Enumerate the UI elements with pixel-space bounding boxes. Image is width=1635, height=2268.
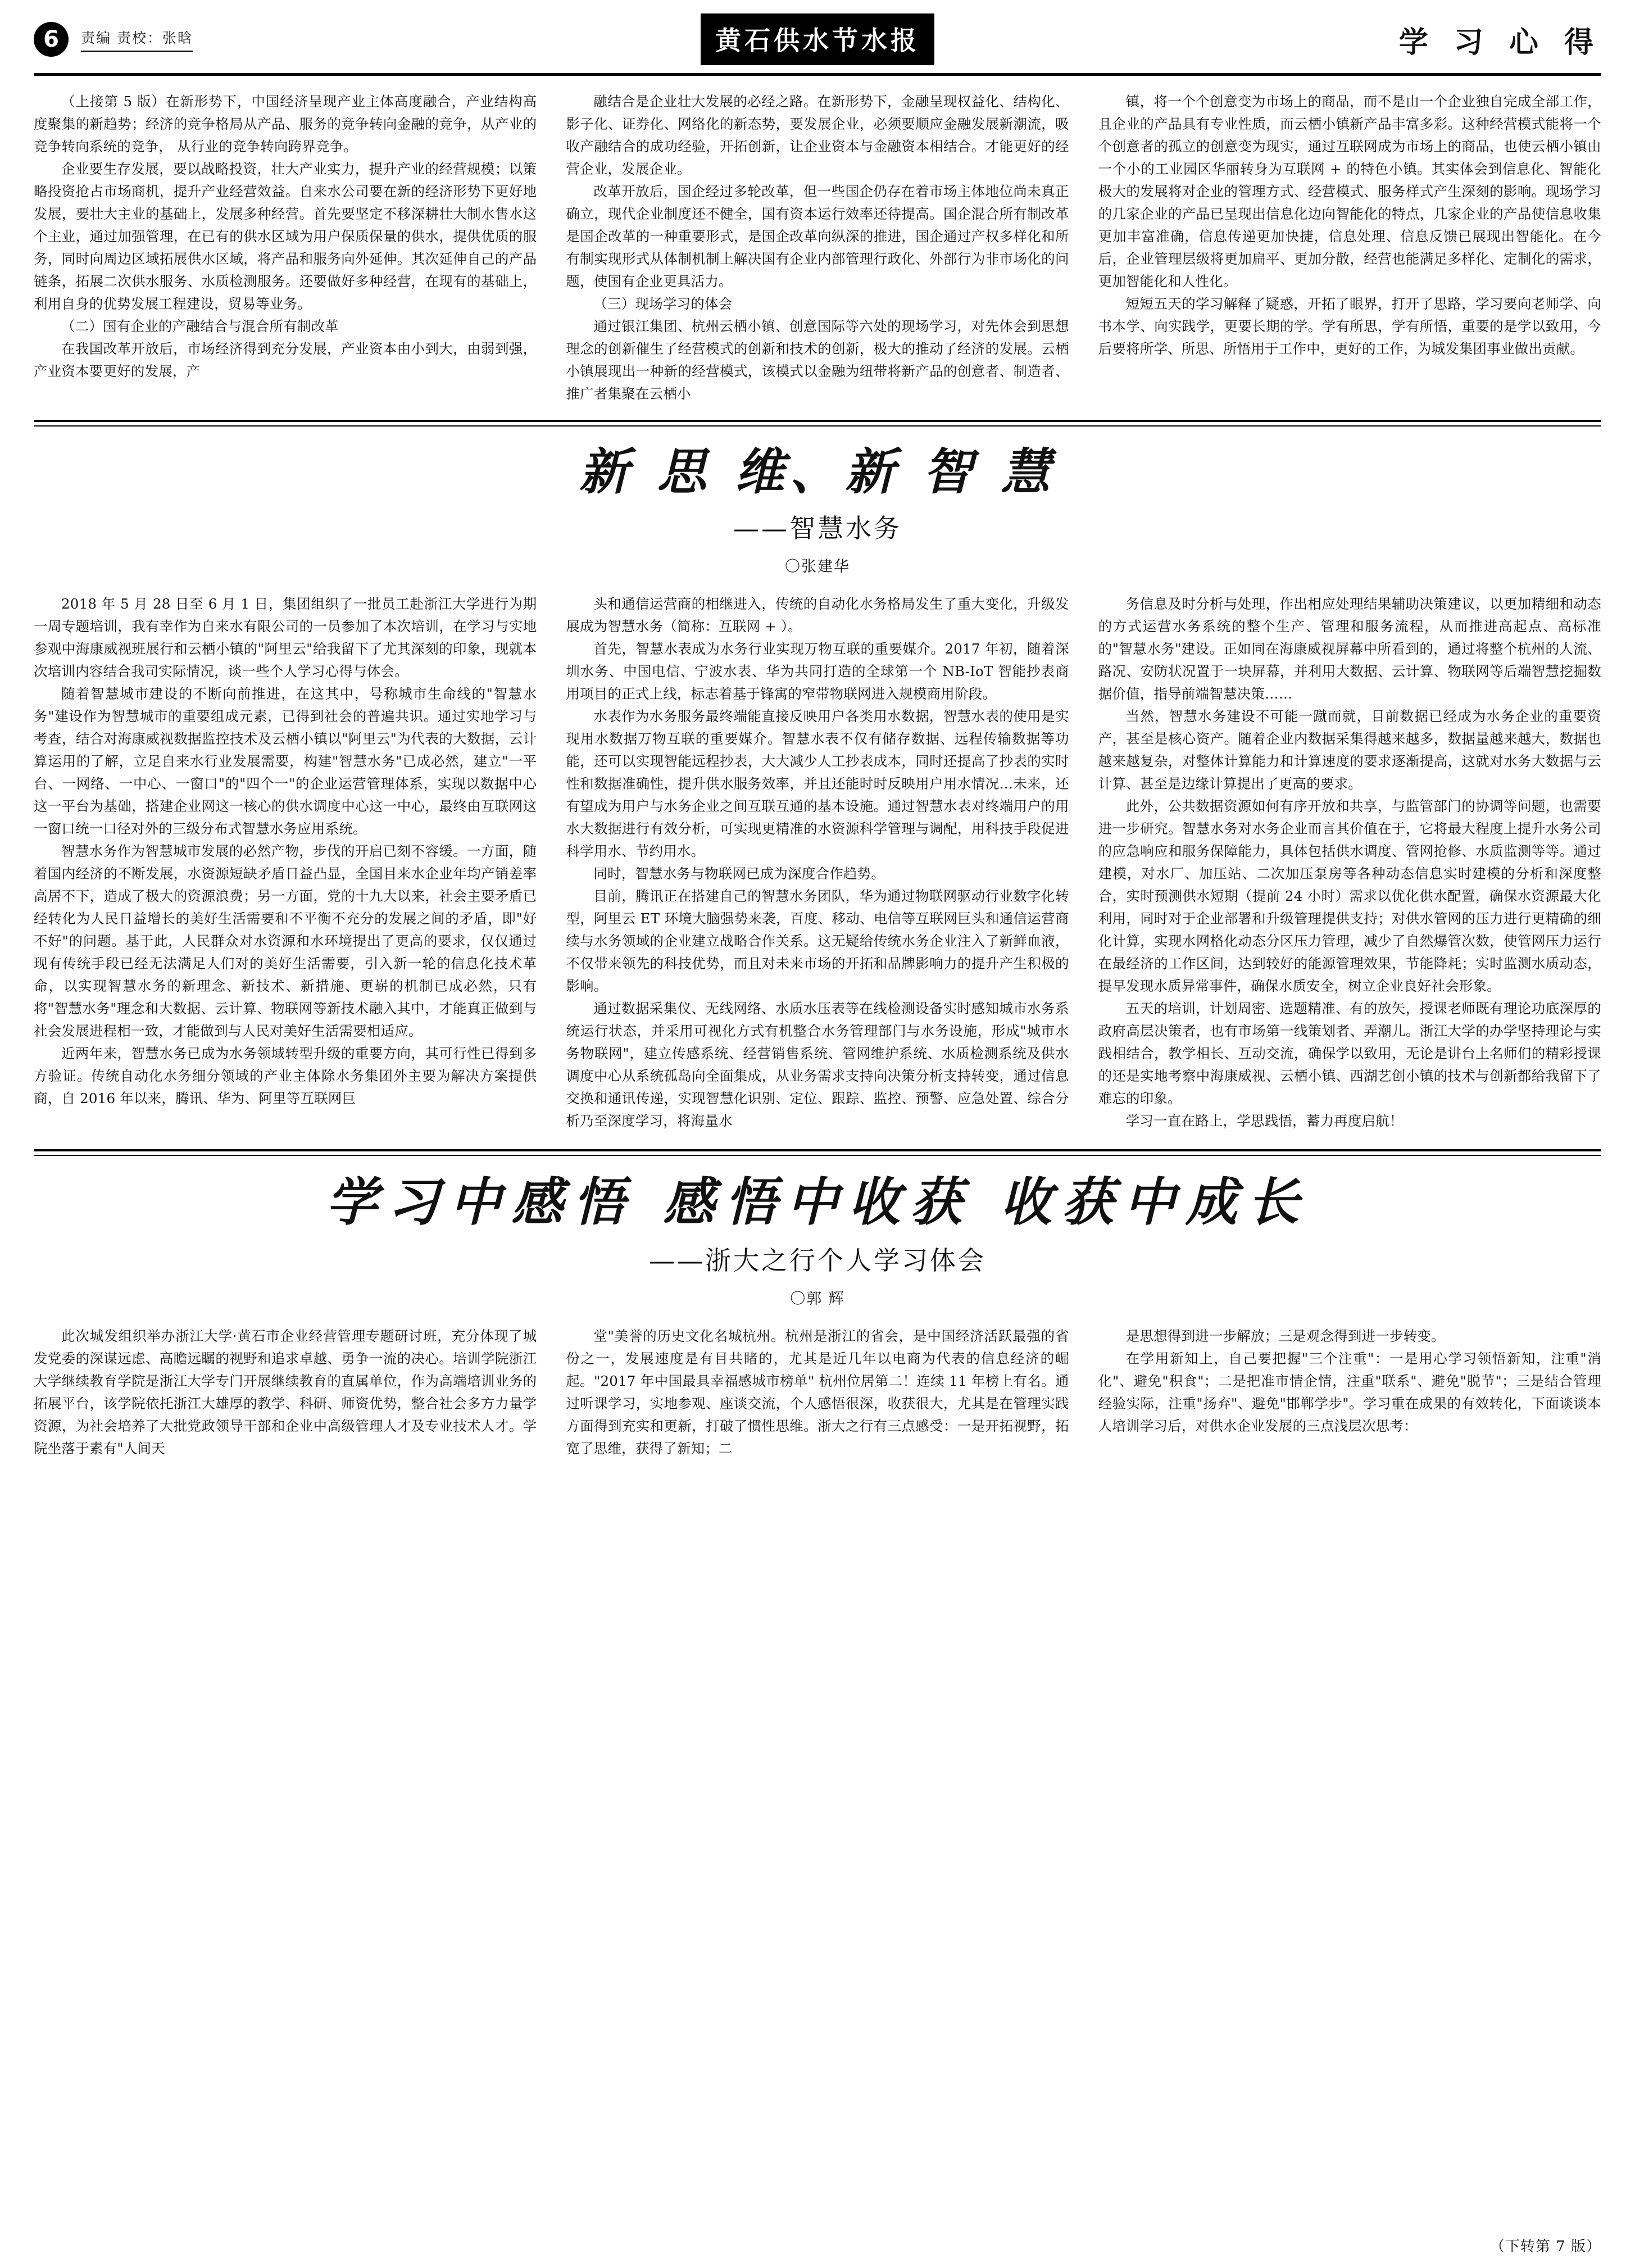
paragraph: （三）现场学习的体会	[593, 296, 733, 312]
paragraph: 随着智慧城市建设的不断向前推进，在这其中，号称城市生命线的"智慧水务"建设作为智慧城市的重要组成元素，已得到社会的普遍共识。通过实地学习与考查，结合对海康威视数据监控技术及云栖小镇以"阿里云"为代表的大数据，云计算运用的了解，立足自来水行业发展需要，构建"智慧水务"已成必然，建立"一平台、一网络、一中心、一窗口"的"四个一"的企业运营管理体系，实现以数据中心这一平台为基础，搭建企业网这一核心的供水调度中心这一中心，最终由互联网这一窗口统一口径对外的三级分布式智慧水务应用系统。	[34, 686, 537, 837]
article-bottom-header	[34, 1173, 1601, 1308]
paragraph: 融结合是企业壮大发展的必经之路。在新形势下，金融呈现权益化、结构化、影子化、证券化、网络化的新态势，要发展企业，必须要顺应金融发展新潮流，吸收产融结合的成功经验，开拓创新，让企业资本与金融资本相结合。才能更好的经营企业，发展企业。	[566, 93, 1069, 177]
paragraph: 镇，将一个个创意变为市场上的商品，而不是由一个企业独自完成全部工作，且企业的产品具有专业性质，而云栖小镇新产品丰富多彩。这种经营模式能将一个个创意者的孤立的创意变为现实，通过互联网成为市场上的商品，也使云栖小镇由一个小的工业园区华丽转身为互联网 + 的特色小镇。其实体会到信息化、智能化极大的发展将对企业的管理方式、经营模式、服务样式产生深刻的影响。现场学习的几家企业的产品已呈现出信息化边向智能化的特点，几家企业的产品使信息收集更加丰富准确，信息传递更加快捷，信息处理、信息反馈已展现出智能化。在今后，企业管理层级将更加扁平、更加分散，经营也能满足多样化、定制化的需求，更加智能化和人性化。	[1098, 93, 1601, 289]
paragraph: 2018 年 5 月 28 日至 6 月 1 日，集团组织了一批员工赴浙江大学进行为期一周专题培训，我有幸作为自来水有限公司的一员参加了本次培训，在学习与实地参观中海康威视班展行和云栖小镇的"阿里云"给我留下了尤其深刻的印象，现就本次培训内容结合我司实际情况，谈一些个人学习心得与体会。	[34, 596, 537, 680]
paragraph: 在学用新知上，自己要把握"三个注重"：一是用心学习领悟新知，注重"消化"、避免"积食"；二是把准市情企情，注重"联系"、避免"脱节"；三是结合管理经验实际，注重"扬弃"、避免"邯郸学步"。学习重在成果的有效转化，下面谈谈本人培训学习后，对供水企业发展的三点浅层次思考：	[1098, 1350, 1601, 1434]
article-top	[34, 90, 1601, 405]
article-bottom	[34, 1325, 1601, 1460]
article-middle-column-2	[566, 593, 1069, 1132]
masthead	[34, 6, 1601, 76]
section-divider-2-thin	[34, 1155, 1601, 1156]
paragraph: 五天的培训，计划周密、选题精准、有的放矢，授课老师既有理论功底深厚的政府高层决策者，也有市场第一线策划者、弄潮儿。浙江大学的办学坚持理论与实践相结合，教学相长、互动交流，确保学以致用，无论是讲台上名师们的精彩授课的还是实地考察中海康威视、云栖小镇、西湖艺创小镇的技术与创新都给我留下了难忘的印象。	[1098, 1000, 1601, 1107]
paragraph: 改革开放后，国企经过多轮改革，但一些国企仍存在着市场主体地位尚未真正确立，现代企业制度还不健全，国有资本运行效率还待提高。国企混合所有制改革是国企改革的一种重要形式，是国企改革向纵深的推进，国企通过产权多样化和所有制实现形式从体制机制上解决国有企业内部管理行政化、外部行为非市场化的问题，使国有企业更具活力。	[566, 183, 1069, 289]
article-middle-subtitle: ——智慧水务	[733, 513, 902, 544]
article-middle-header	[34, 443, 1601, 576]
paragraph: （上接第 5 版）在新形势下，中国经济呈现产业主体高度融合，产业结构高度聚集的新趋势；经济的竞争格局从产品、服务的竞争转向金融的竞争，从产业的竞争转向系统的竞争， 从行业的竞争转向跨界竞争。	[34, 93, 537, 155]
paragraph: 通过银江集团、杭州云栖小镇、创意国际等六处的现场学习，对先体会到思想理念的创新催生了经营模式的创新和技术的创新，极大的推动了经济的发展。云栖小镇展现出一种新的经营模式，该模式以金融为纽带将新产品的创意者、制造者、推广者集聚在云栖小	[566, 318, 1069, 402]
newspaper-page	[0, 6, 1635, 2268]
paragraph: 当然，智慧水务建设不可能一蹴而就，目前数据已经成为水务企业的重要资产，甚至是核心资产。随着企业内数据采集得越来越多，数据量越来越大，数据也越来越复杂，对整体计算能力和计算速度的要求逐渐提高，这就对水务大数据与云计算、甚至是边缘计算提出了更高的要求。	[1098, 708, 1601, 792]
paragraph: 此次城发组织举办浙江大学·黄石市企业经营管理专题研讨班，充分体现了城发党委的深谋远虑、高瞻远瞩的视野和追求卓越、勇争一流的决心。培训学院浙江大学继续教育学院是浙江大学专门开展继续教育的直属单位，作为高端培训业务的拓展平台，该学院依托浙江大雄厚的教学、科研、师资优势，整合社会多方力量学资源，为社会培养了大批党政领导干部和企业中高级管理人才及专业技术人才。学院坐落于素有"人间天	[34, 1327, 537, 1457]
article-middle-column-1	[34, 593, 537, 1132]
article-bottom-column-1	[34, 1325, 537, 1460]
paragraph: （二）国有企业的产融结合与混合所有制改革	[61, 318, 339, 334]
paragraph: 头和通信运营商的相继进入，传统的自动化水务格局发生了重大变化，升级发展成为智慧水务（简称：互联网 + ）。	[566, 596, 1069, 635]
paragraph: 近两年来，智慧水务已成为水务领域转型升级的重要方向，其可行性已得到多方验证。传统自动化水务细分领域的产业主体除水务集团外主要为解决方案提供商，自 2016 年以来，腾讯、华为、阿里等互联网巨	[34, 1045, 537, 1107]
paper-title: 黄石供水节水报	[701, 13, 934, 65]
paragraph: 务信息及时分析与处理，作出相应处理结果辅助决策建议，以更加精细和动态的方式运营水务系统的整个生产、管理和服务流程，从而推进高起点、高标准的"智慧水务"建设。正如同在海康威视屏幕中所看到的，通过将整个杭州的人流、路况、安防状况置于一块屏幕，并利用大数据、云计算、物联网等后端智慧挖掘数据价值，指导前端智慧决策……	[1098, 596, 1601, 702]
paragraph: 目前，腾讯正在搭建自己的智慧水务团队，华为通过物联网驱动行业数字化转型，阿里云 ET 环境大脑强势来袭，百度、移动、电信等互联网巨头和通信运营商续与水务领域的企业建立战略合作关系。这无疑给传统水务企业注入了新鲜血液，不仅带来领先的科技优势，而且对未来市场的开拓和品牌影响力的提升产生积极的影响。	[566, 888, 1069, 995]
page-number-badge: 6	[34, 22, 69, 57]
article-middle	[34, 593, 1601, 1132]
paragraph: 企业要生存发展，要以战略投资，壮大产业实力，提升产业的经营规模；以策略投资抢占市场商机，提升产业经营效益。自来水公司要在新的经济形势下更好地发展，要壮大主业的基础上，发展多种经营。首先要坚定不移深耕壮大制水售水这个主业，通过加强管理，在已有的供水区域为用户保质保量的供水，提供优质的服务，同时向周边区域拓展供水区域，将产品和服务向外延伸。其次延伸自己的产品链条，拓展二次供水服务、水质检测服务。还要做好多种经营，在现有的基础上，利用自身的优势发展工程建设，贸易等业务。	[34, 161, 537, 312]
article-middle-column-3	[1098, 593, 1601, 1132]
paragraph: 学习一直在路上，学思践悟，蓄力再度启航！	[1125, 1113, 1404, 1130]
paragraph: 水表作为水务服务最终端能直接反映用户各类用水数据，智慧水表的使用是实现用水数据万物互联的重要媒介。智慧水表不仅有储存数据、远程传输数据等功能，还可以实现智能远程抄表，大大减少人工抄表成本，同时还提高了抄表的实时性和数据准确性，提升供水服务效率，并且还能时时反映用户用水情况…未来，还有望成为用户与水务企业之间互联互通的基本设施。通过智慧水表对终端用户的用水大数据进行有效分析，可实现更精准的水资源科学管理与调配，用科技手段促进科学用水、节约用水。	[566, 708, 1069, 860]
paragraph: 首先，智慧水表成为水务行业实现万物互联的重要媒介。2017 年初，随着深圳水务、中国电信、宁波水表、华为共同打造的全球第一个 NB-IoT 智能抄表商用项目的正式上线，标志着基于锋寓的窄带物联网进入规模商用阶段。	[566, 641, 1069, 702]
paragraph: 同时，智慧水务与物联网已成为深度合作趋势。	[593, 865, 885, 882]
article-top-column-1	[34, 90, 537, 405]
editor-credit: 责编 责校：张晗	[81, 27, 193, 52]
article-middle-byline: 〇张建华	[785, 558, 850, 576]
article-bottom-byline: 〇郭 辉	[790, 1290, 845, 1308]
paragraph: 短短五天的学习解释了疑惑，开拓了眼界，打开了思路，学习要向老师学、向书本学、向实践学，更要长期的学。学有所思，学有所悟，重要的是学以致用，今后要将所学、所思、所悟用于工作中，更好的工作，为城发集团事业做出贡献。	[1098, 296, 1601, 357]
article-bottom-column-3	[1098, 1325, 1601, 1460]
paragraph: 在我国改革开放后，市场经济得到充分发展，产业资本由小到大，由弱到强，产业资本要更好的发展，产	[34, 341, 537, 379]
article-top-column-2	[566, 90, 1069, 405]
article-middle-headline: 新 思 维、新 智 慧	[579, 442, 1056, 501]
article-bottom-column-2	[566, 1325, 1069, 1460]
section-divider-thin	[34, 425, 1601, 427]
paragraph: 通过数据采集仪、无线网络、水质水压表等在线检测设备实时感知城市水务系统运行状态，并采用可视化方式有机整合水务管理部门与水务设施，形成"城市水务物联网"，建立传感系统、经营销售系统、管网维护系统、水质检测系统及供水调度中心从系统孤岛向全面集成，从业务需求支持向决策分析支持转变，通过信息交换和通讯传递，实现智慧化识别、定位、跟踪、监控、预警、应急处置、综合分析乃至深度学习，将海量水	[566, 1000, 1069, 1130]
article-bottom-headline: 学习中感悟 感悟中收获 收获中成长	[325, 1172, 1310, 1233]
article-bottom-subtitle: ——浙大之行个人学习体会	[649, 1245, 986, 1276]
section-divider	[34, 420, 1601, 422]
paragraph: 堂"美誉的历史文化名城杭州。杭州是浙江的省会，是中国经济活跃最强的省份之一，发展速度是有目共睹的，尤其是近几年以电商为代表的信息经济的崛起。"2017 年中国最具幸福感城市榜单" 杭州位居第二！连续 11 年榜上有名。通过听课学习，实地参观、座谈交流，个人感悟很深，收获很大，尤其是在管理实践方面得到充实和更新，打破了惯性思维。浙大之行有三点感受：一是开拓视野，拓宽了思维，获得了新知；二	[566, 1327, 1069, 1457]
paragraph: 此外，公共数据资源如何有序开放和共享，与监管部门的协调等问题，也需要进一步研究。智慧水务对水务企业而言其价值在于，它将最大程度上提升水务公司的应急响应和服务保障能力，具体包括供水调度、管网抢修、水质监测等等。通过建模，对水厂、加压站、二次加压泵房等各种动态信息实时建模的分析和深度整合，实时预测供水短期（提前 24 小时）需求以优化供水配置，确保水资源最大化利用，同时对于企业部署和升级管理提供支持；对供水管网的压力进行更精确的细化计算，实现水网格化动态分区压力管理，减少了自然爆管次数，使管网压力运行在最经济的工作区间，达到较好的能源管理效果，节能降耗；实时监测水质动态，提早发现水质异常事件，确保水质安全，树立企业良好社会形象。	[1098, 798, 1601, 995]
paragraph: 是思想得到进一步解放；三是观念得到进一步转变。	[1125, 1327, 1445, 1344]
section-title: 学 习 心 得	[1398, 25, 1601, 60]
section-divider-2	[34, 1149, 1601, 1151]
continued-note: （下转第 7 版）	[1489, 2238, 1601, 2255]
article-top-column-3	[1098, 90, 1601, 405]
paragraph: 智慧水务作为智慧城市发展的必然产物，步伐的开启已刻不容缓。一方面，随着国内经济的不断发展，水资源短缺矛盾日益凸显，全国目来水企业年均产销差率高居不下，造成了极大的资源浪费；另一方面，党的十九大以来，社会主要矛盾已经转化为人民日益增长的美好生活需要和不平衡不充分的发展之间的矛盾，即"好不好"的问题。基于此，人民群众对水资源和水环境提出了更高的要求，仅仅通过现有传统手段已经无法满足人们对的美好生活需要，引入新一轮的信息化技术革命，以实现智慧水务的新理念、新技术、新措施、更崭的机制已成必然，只有将"智慧水务"理念和大数据、云计算、物联网等新技术融入其中，才能真正做到与社会发展进程相一致，才能做到与人民对美好生活需要相适应。	[34, 843, 537, 1040]
